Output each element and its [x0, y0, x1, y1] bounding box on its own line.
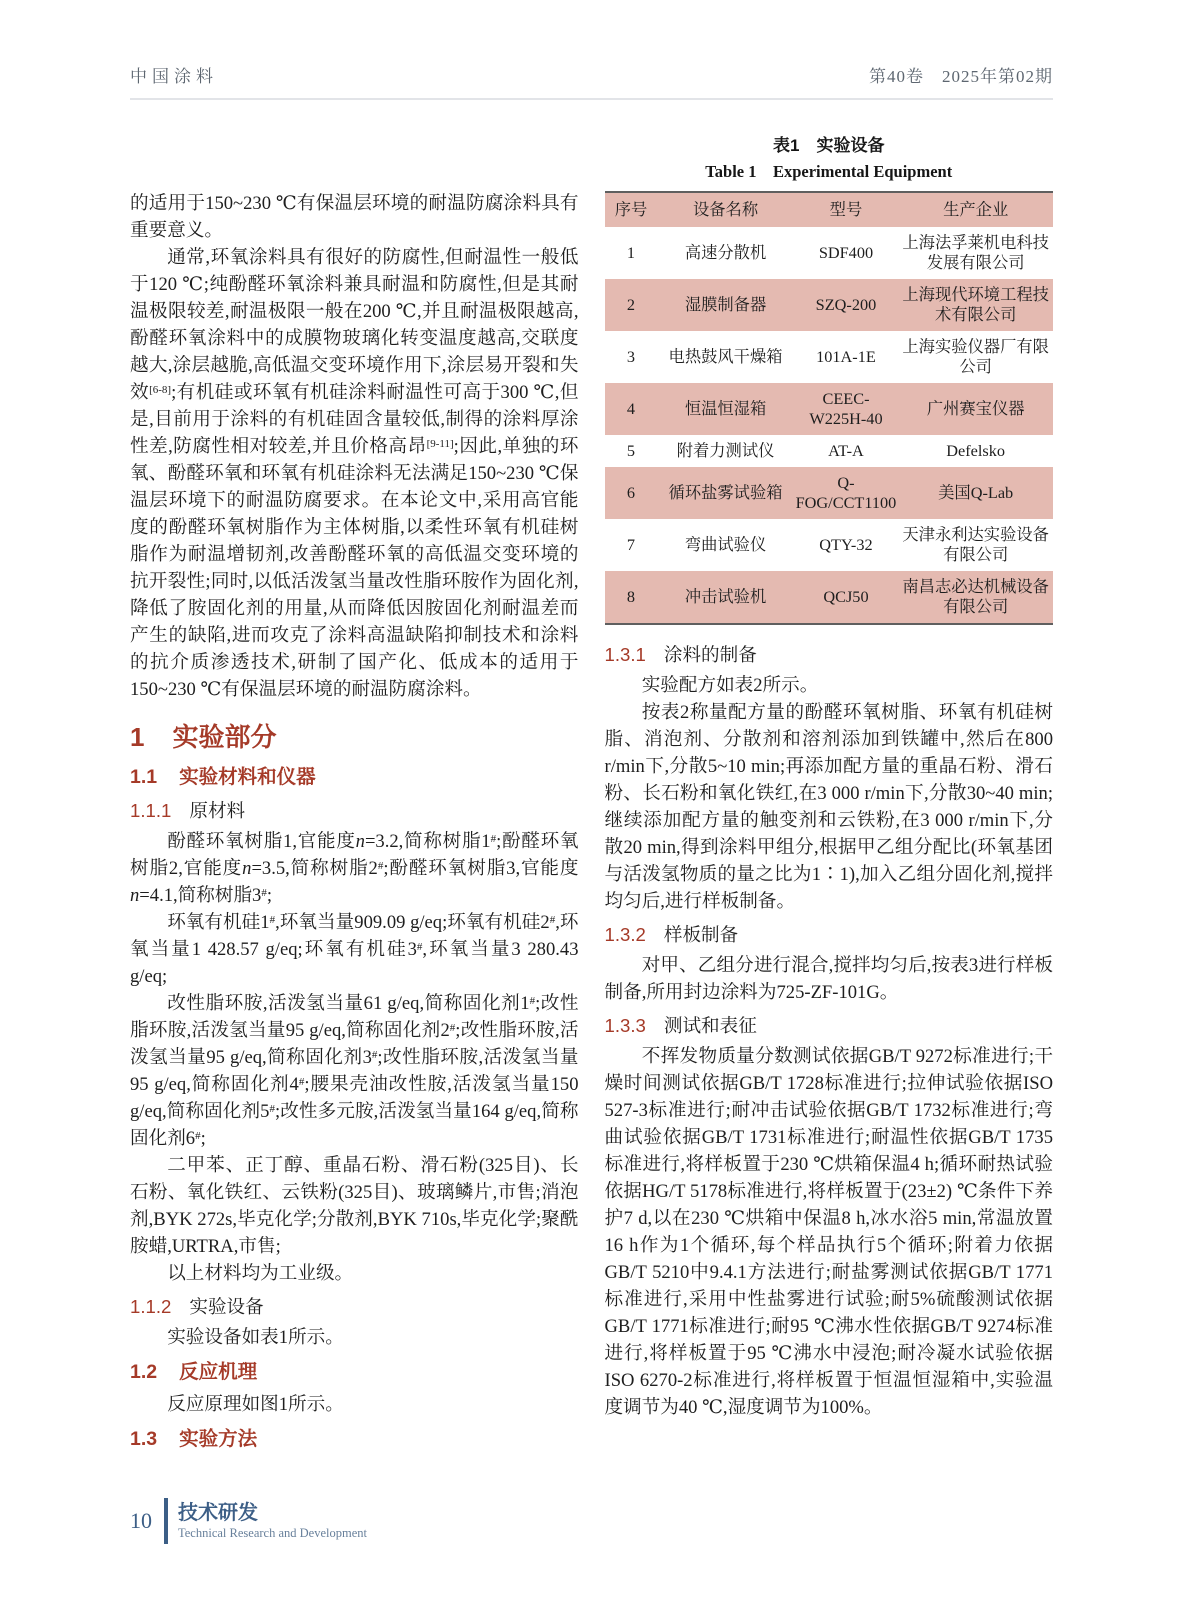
table-cell: Q-FOG/CCT1100: [794, 467, 899, 519]
table-cell: 上海现代环境工程技术有限公司: [898, 279, 1053, 331]
footer-section-zh: 技术研发: [178, 1501, 258, 1524]
section-number: 1.1: [130, 766, 158, 788]
footer-section-block: [178, 1501, 367, 1542]
table-row: [605, 227, 1054, 279]
table-cell: 南昌志必达机械设备有限公司: [898, 571, 1053, 624]
table-cell: 美国Q-Lab: [898, 467, 1053, 519]
table-row: [605, 519, 1054, 571]
paragraph-formula-ref: 实验配方如表2所示。: [641, 675, 819, 696]
table-header-cell: 设备名称: [657, 192, 793, 227]
table-row: [605, 435, 1054, 467]
footer-section-en: Technical Research and Development: [178, 1525, 367, 1540]
section-heading-1: [130, 720, 579, 754]
section-title: 原材料: [189, 801, 246, 822]
running-head: [130, 62, 1053, 100]
section-title: 样板制备: [663, 925, 739, 946]
section-heading-1-3-3: [605, 1012, 1054, 1040]
section-heading-1-3-2: [605, 921, 1054, 949]
section-number: 1.3.1: [604, 644, 646, 665]
table-cell: 循环盐雾试验箱: [657, 467, 793, 519]
table-row: [605, 383, 1054, 435]
right-column: [605, 134, 1054, 1458]
table-row: [605, 467, 1054, 519]
section-title: 实验材料和仪器: [179, 766, 316, 788]
table-cell: 2: [605, 279, 658, 331]
table-cell: 天津永利达实验设备有限公司: [902, 525, 1049, 564]
table-cell: 高速分散机: [684, 243, 767, 262]
paragraph-intro-continuation: 的适用于150~230 ℃有保温层环境的耐温防腐涂料具有重要意义。: [130, 193, 579, 241]
table-cell: 附着力测试仪: [676, 441, 775, 460]
table-cell: 湿膜制备器: [657, 279, 793, 331]
equipment-table-header-row: [605, 192, 1054, 227]
table-cell: 电热鼓风干燥箱: [668, 347, 783, 366]
table-cell: 弯曲试验仪: [684, 535, 767, 554]
table-cell: 上海实验仪器厂有限公司: [902, 337, 1049, 376]
table-cell: CEEC-W225H-40: [794, 383, 899, 435]
volume-issue: 第40卷 2025年第02期: [869, 67, 1053, 86]
table-row: [605, 571, 1054, 624]
left-column: [130, 134, 579, 1458]
journal-title: 中国涂料: [130, 67, 218, 86]
table-cell: 6: [605, 467, 658, 519]
section-heading-1-1-1: [130, 797, 579, 825]
paragraph-mechanism-ref: 反应原理如图1所示。: [167, 1394, 344, 1415]
two-column-body: [130, 134, 1053, 1458]
table1-caption-en: Table 1 Experimental Equipment: [705, 162, 953, 181]
paragraph-grade-note: 以上材料均为工业级。: [167, 1263, 354, 1284]
table-cell: 4: [605, 383, 658, 435]
section-number: 1.3.3: [604, 1015, 646, 1036]
section-title: 实验部分: [172, 722, 277, 752]
table-header-cell: 序号: [605, 192, 658, 227]
section-heading-1-3-1: [605, 641, 1054, 669]
equipment-table: [605, 191, 1054, 625]
paragraph-silicones: 环氧有机硅1#,环氧当量909.09 g/eq;环氧有机硅2#,环氧当量1 428.57 g/eq;环氧有机硅3#,环氧当量3 280.43 g/eq;: [130, 912, 579, 987]
table-cell: 冲击试验机: [657, 571, 793, 624]
table-header-cell: 型号: [794, 192, 899, 227]
page-number: 10: [130, 1508, 152, 1533]
paragraph-panel-prep: 对甲、乙组分进行混合,搅拌均匀后,按表3进行样板制备,所用封边涂料为725-ZF-101G。: [604, 955, 1053, 1003]
paragraph-background: 通常,环氧涂料具有很好的防腐性,但耐温性一般低于120 ℃;纯酚醛环氧涂料兼具耐温和防腐性,但是其耐温极限较差,耐温极限一般在200 ℃,并且耐温极限越高,酚醛环氧涂料中的成膜物玻璃化转变温度越高,交联度越大,涂层越脆,高低温交变环境作用下,涂层易开裂和失效[6-8];有机硅或环氧有机硅涂料耐温性可高于300 ℃,但是,目前用于涂料的有机硅固含量较低,制得的涂料厚涂性差,防腐性相对较差,并且价格高昂[9-11];因此,单独的环氧、酚醛环氧和环氧有机硅涂料无法满足150~230 ℃保温层环境下的耐温防腐要求。在本论文中,采用高官能度的酚醛环氧树脂作为主体树脂,以柔性环氧有机硅树脂作为耐温增韧剂,改善酚醛环氧的高低温交变环境的抗开裂性;同时,以低活泼氢当量改性脂环胺作为固化剂,降低了胺固化剂的用量,从而降低因胺固化剂耐温差而产生的缺陷,进而攻克了涂料高温缺陷抑制技术和涂料的抗介质渗透技术,研制了国产化、低成本的适用于150~230 ℃有保温层环境的耐温防腐涂料。: [130, 247, 579, 700]
section-number: 1.1.1: [130, 800, 172, 821]
table-cell: QTY-32: [819, 535, 873, 554]
section-heading-1-1: [130, 763, 579, 791]
section-number: 1.3: [130, 1428, 158, 1450]
table-cell: AT-A: [828, 441, 864, 460]
section-title: 测试和表征: [663, 1016, 757, 1037]
paragraph-testing: 不挥发物质量分数测试依据GB/T 9272标准进行;干燥时间测试依据GB/T 1728标准进行;拉伸试验依据ISO 527-3标准进行;耐冲击试验依据GB/T 1732标准进行;弯曲试验依据GB/T 1731标准进行;耐温性依据GB/T 1735标准进行,将样板置于230 ℃烘箱保温4 h;循环耐热试验依据HG/T 5178标准进行,将样板置于(23±2) ℃条件下养护7 d,以在230 ℃烘箱中保温8 h,冰水浴5 min,常温放置16 h作为1个循环,每个样品执行5个循环;附着力依据GB/T 5210中9.4.1方法进行;耐盐雾测试依据GB/T 1771标准进行,采用中性盐雾进行试验;耐5%硫酸测试依据GB/T 1771标准进行;耐95 ℃沸水性依据GB/T 9274标准进行,将样板置于95 ℃沸水中浸泡;耐冷凝水试验依据ISO 6270-2标准进行,将样板置于恒温恒湿箱中,实验温度调节为40 ℃,湿度调节为100%。: [604, 1046, 1053, 1418]
table-header-cell: 生产企业: [898, 192, 1053, 227]
table-cell: 3: [626, 347, 636, 366]
table-cell: 广州赛宝仪器: [898, 383, 1053, 435]
table-cell: QCJ50: [794, 571, 899, 624]
equipment-table-body: [605, 227, 1054, 624]
section-title: 反应机理: [179, 1361, 258, 1383]
section-title: 实验方法: [179, 1428, 258, 1450]
table-cell: 5: [626, 441, 636, 460]
table-cell: 恒温恒湿箱: [657, 383, 793, 435]
section-number: 1.1.2: [130, 1296, 172, 1317]
paragraph-equipment-ref: 实验设备如表1所示。: [167, 1327, 344, 1348]
table-cell: 上海法孚莱机电科技发展有限公司: [902, 233, 1049, 272]
table1-caption-zh: 表1 实验设备: [773, 136, 885, 155]
table-cell: 8: [605, 571, 658, 624]
section-number: 1.2: [130, 1361, 158, 1383]
section-heading-1-2: [130, 1358, 579, 1386]
section-heading-1-3: [130, 1425, 579, 1453]
paragraph-hardeners: 改性脂环胺,活泼氢当量61 g/eq,简称固化剂1#;改性脂环胺,活泼氢当量95 g/eq,简称固化剂2#;改性脂环胺,活泼氢当量95 g/eq,简称固化剂3#;改性脂环胺,活泼氢当量95 g/eq,简称固化剂4#;腰果壳油改性胺,活泼氢当量150 g/eq,简称固化剂5#;改性多元胺,活泼氢当量164 g/eq,简称固化剂6#;: [130, 993, 579, 1149]
section-number: 1: [130, 722, 145, 752]
page-footer: [130, 1498, 367, 1544]
section-title: 涂料的制备: [663, 645, 757, 666]
table-cell: 1: [626, 243, 636, 262]
section-number: 1.3.2: [604, 924, 646, 945]
paragraph-fillers: 二甲苯、正丁醇、重晶石粉、滑石粉(325目)、长石粉、氧化铁红、云铁粉(325目)、玻璃鳞片,市售;消泡剂,BYK 272s,毕克化学;分散剂,BYK 710s,毕克化学;聚酰胺蜡,URTRA,市售;: [130, 1155, 579, 1257]
table-row: [605, 331, 1054, 383]
table-cell: Defelsko: [946, 441, 1006, 460]
paragraph-preparation: 按表2称量配方量的酚醛环氧树脂、环氧有机硅树脂、消泡剂、分散剂和溶剂添加到铁罐中,然后在800 r/min下,分散5~10 min;再添加配方量的重晶石粉、滑石粉、长石粉和氧化铁红,在3 000 r/min下,分散30~40 min;继续添加配方量的触变剂和云铁粉,在3 000 r/min下,分散20 min,得到涂料甲组分,根据甲乙组分配比(环氧基团与活泼氢物质的量之比为1∶1),加入乙组分固化剂,搅拌均匀后,进行样板制备。: [604, 702, 1053, 912]
section-heading-1-1-2: [130, 1293, 579, 1321]
table-cell: 7: [626, 535, 636, 554]
table-cell: SZQ-200: [794, 279, 899, 331]
table-cell: SDF400: [818, 243, 874, 262]
table-row: [605, 279, 1054, 331]
paragraph-resins: 酚醛环氧树脂1,官能度n=3.2,简称树脂1#;酚醛环氧树脂2,官能度n=3.5,简称树脂2#;酚醛环氧树脂3,官能度n=4.1,简称树脂3#;: [130, 831, 579, 906]
table-cell: 101A-1E: [816, 347, 876, 366]
footer-divider-bar: [164, 1498, 168, 1544]
section-title: 实验设备: [189, 1297, 264, 1318]
